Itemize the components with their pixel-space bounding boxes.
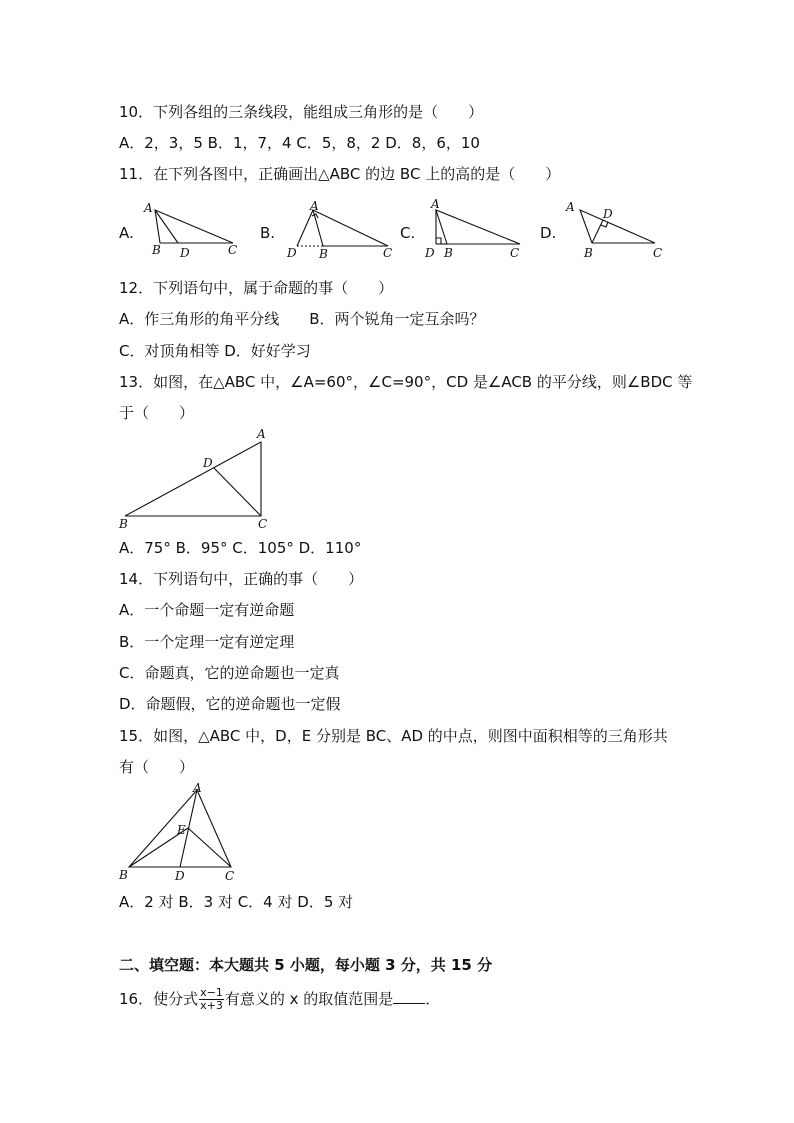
label-c: C (225, 869, 235, 883)
q13-stem-line2: 于（ ） (119, 404, 195, 422)
label-b: B (119, 868, 128, 882)
label-a: A (193, 781, 202, 795)
label-b: B (319, 247, 328, 261)
q11-figure-a (140, 198, 250, 260)
q11-stem: 11．在下列各图中，正确画出△ABC 的边 BC 上的高的是（ ） (119, 165, 561, 183)
segment-ce (188, 828, 231, 867)
label-a: A (431, 197, 440, 211)
label-d: D (425, 246, 435, 260)
q15-options: A．2 对 B．3 对 C．4 对 D．5 对 (119, 893, 354, 911)
label-c: C (258, 517, 268, 531)
q15-figure (118, 780, 248, 885)
label-c: C (653, 246, 663, 260)
q13-options: A．75° B．95° C．105° D．110° (119, 539, 362, 557)
q13-figure (118, 425, 278, 535)
q16-prefix: 16．使分式 (119, 990, 199, 1008)
q16-denominator: x+3 (200, 999, 223, 1012)
label-b: B (119, 517, 128, 531)
q14-option-b: B．一个定理一定有逆定理 (119, 633, 295, 651)
q10-stem: 10．下列各组的三条线段，能组成三角形的是（ ） (119, 103, 484, 121)
label-d: D (603, 207, 613, 221)
q16-stem (119, 985, 440, 1013)
q14-option-a: A．一个命题一定有逆命题 (119, 601, 295, 619)
triangle-abc (436, 210, 520, 244)
triangle-abc (313, 210, 388, 246)
q11-figure-d (560, 196, 670, 260)
label-a: A (310, 199, 319, 213)
label-c: C (228, 243, 238, 257)
triangle-abc (580, 210, 655, 243)
label-d: D (180, 246, 190, 260)
label-d: D (287, 246, 297, 260)
q11-figure-b (280, 198, 410, 260)
label-b: B (152, 243, 161, 257)
label-a: A (144, 201, 153, 215)
q12-options-line2: C．对顶角相等 D．好好学习 (119, 342, 311, 360)
label-c: C (383, 246, 393, 260)
label-e: E (177, 823, 186, 837)
altitude-segment (297, 210, 313, 246)
q16-suffix: 有意义的 x 的取值范围是 (224, 990, 394, 1008)
section2-heading: 二、填空题：本大题共 5 小题，每小题 3 分，共 15 分 (119, 956, 493, 974)
q14-option-c: C．命题真，它的逆命题也一定真 (119, 664, 340, 682)
q14-option-d: D．命题假，它的逆命题也一定假 (119, 695, 341, 713)
label-c: C (510, 246, 520, 260)
label-b: B (444, 246, 453, 260)
q11-option-d-label: D. (540, 224, 557, 242)
q16-end: ． (425, 990, 441, 1008)
q11-option-a-label: A. (119, 224, 134, 242)
q16-numerator: x−1 (200, 986, 223, 999)
q13-stem-line1: 13．如图，在△ABC 中，∠A=60°，∠C=90°，CD 是∠ACB 的平分线，则∠BDC 等 (119, 373, 693, 391)
label-d: D (203, 456, 213, 470)
right-angle-mark (436, 238, 441, 244)
label-d: D (175, 869, 185, 883)
label-b: B (584, 246, 593, 260)
label-a: A (257, 427, 266, 441)
q15-stem-line2: 有（ ） (119, 758, 195, 776)
bisector-cd (214, 468, 261, 516)
altitude-segment (592, 220, 603, 243)
q16-answer-blank (393, 989, 425, 1004)
label-a: A (566, 200, 575, 214)
q16-fraction (199, 987, 224, 1012)
q11-option-b-label: B. (260, 224, 276, 242)
triangle-abc (125, 442, 261, 516)
q15-stem-line1: 15．如图，△ABC 中，D，E 分别是 BC、AD 的中点，则图中面积相等的三角形共 (119, 727, 668, 745)
q11-figure-c (420, 196, 530, 260)
q14-stem: 14．下列语句中，正确的事（ ） (119, 570, 364, 588)
q12-options-line1: A．作三角形的角平分线 B．两个锐角一定互余吗？ (119, 310, 485, 328)
q10-options: A．2，3，5 B．1，7，4 C．5，8，2 D．8，6，10 (119, 134, 480, 152)
q11-option-c-label: C. (400, 224, 416, 242)
q12-stem: 12．下列语句中，属于命题的事（ ） (119, 279, 394, 297)
